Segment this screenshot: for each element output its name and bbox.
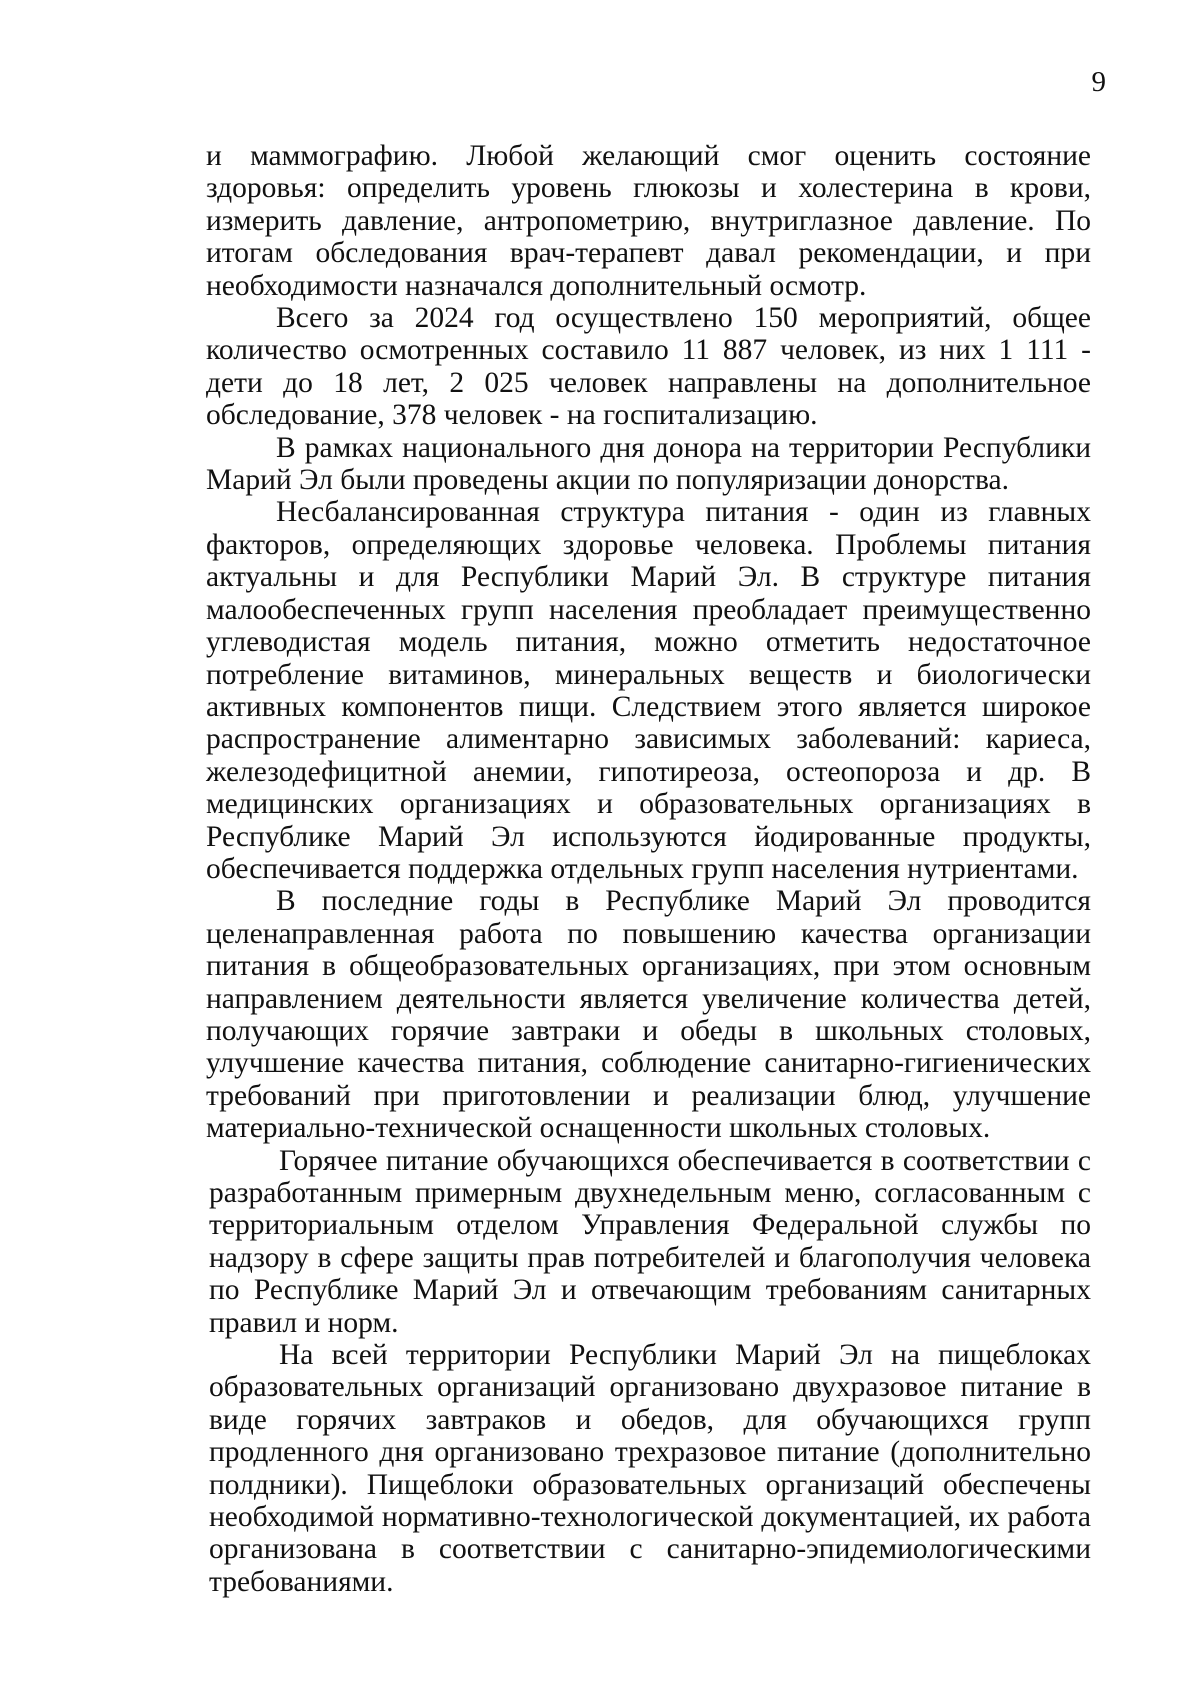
paragraph-health-screening-continued: и маммографию. Любой желающий смог оценить состояние здоровья: определить уровень глюкозы и холестерина в крови, измерить давление, антропометрию, внутриглазное давление. По итогам обследования врач-терапевт давал рекомендации, и при необходимости назначался дополнительный осмотр. <box>206 140 1091 302</box>
paragraph-nutrition-structure: Несбалансированная структура питания - один из главных факторов, определяющих здоровье человека. Проблемы питания актуальны и для Республики Марий Эл. В структуре питания малообеспеченных групп населения преобладает преимущественно углеводистая модель питания, можно отметить недостаточное потребление витаминов, минеральных веществ и биологически активных компонентов пищи. Следствием этого является широкое распространение алиментарно зависимых заболеваний: кариеса, железодефицитной анемии, гипотиреоза, остеопороза и др. В медицинских организациях и образовательных организациях в Республике Марий Эл используются йодированные продукты, обеспечивается поддержка отдельных групп населения нутриентами. <box>206 496 1091 885</box>
document-body <box>206 140 1091 1598</box>
paragraph-hot-meals-menu: Горячее питание обучающихся обеспечивается в соответствии с разработанным примерным двухнедельным меню, согласованным с территориальным отделом Управления Федеральной службы по надзору в сфере защиты прав потребителей и благополучия человека по Республике Марий Эл и отвечающим требованиям санитарных правил и норм. <box>209 1144 1091 1339</box>
paragraph-donor-day: В рамках национального дня донора на территории Республики Марий Эл были проведены акции по популяризации донорства. <box>206 431 1091 497</box>
paragraph-catering-units: На всей территории Республики Марий Эл на пищеблоках образовательных организаций организовано двухразовое питание в виде горячих завтраков и обедов, для обучающихся групп продленного дня организовано трехразовое питание (дополнительно полдники). Пищеблоки образовательных организаций обеспечены необходимой нормативно-технологической документацией, их работа организована в соответствии с санитарно-эпидемиологическими требованиями. <box>209 1339 1091 1598</box>
paragraph-2024-statistics: Всего за 2024 год осуществлено 150 мероприятий, общее количество осмотренных составило 11 887 человек, из них 1 111 - дети до 18 лет, 2 025 человек направлены на дополнительное обследование, 378 человек - на госпитализацию. <box>206 302 1091 432</box>
paragraph-school-nutrition-work: В последние годы в Республике Марий Эл проводится целенаправленная работа по повышению качества организации питания в общеобразовательных организациях, при этом основным направлением деятельности является увеличение количества детей, получающих горячие завтраки и обеды в школьных столовых, улучшение качества питания, соблюдение санитарно-гигиенических требований при приготовлении и реализации блюд, улучшение материально-технической оснащенности школьных столовых. <box>206 885 1091 1145</box>
page-number: 9 <box>1091 66 1106 98</box>
